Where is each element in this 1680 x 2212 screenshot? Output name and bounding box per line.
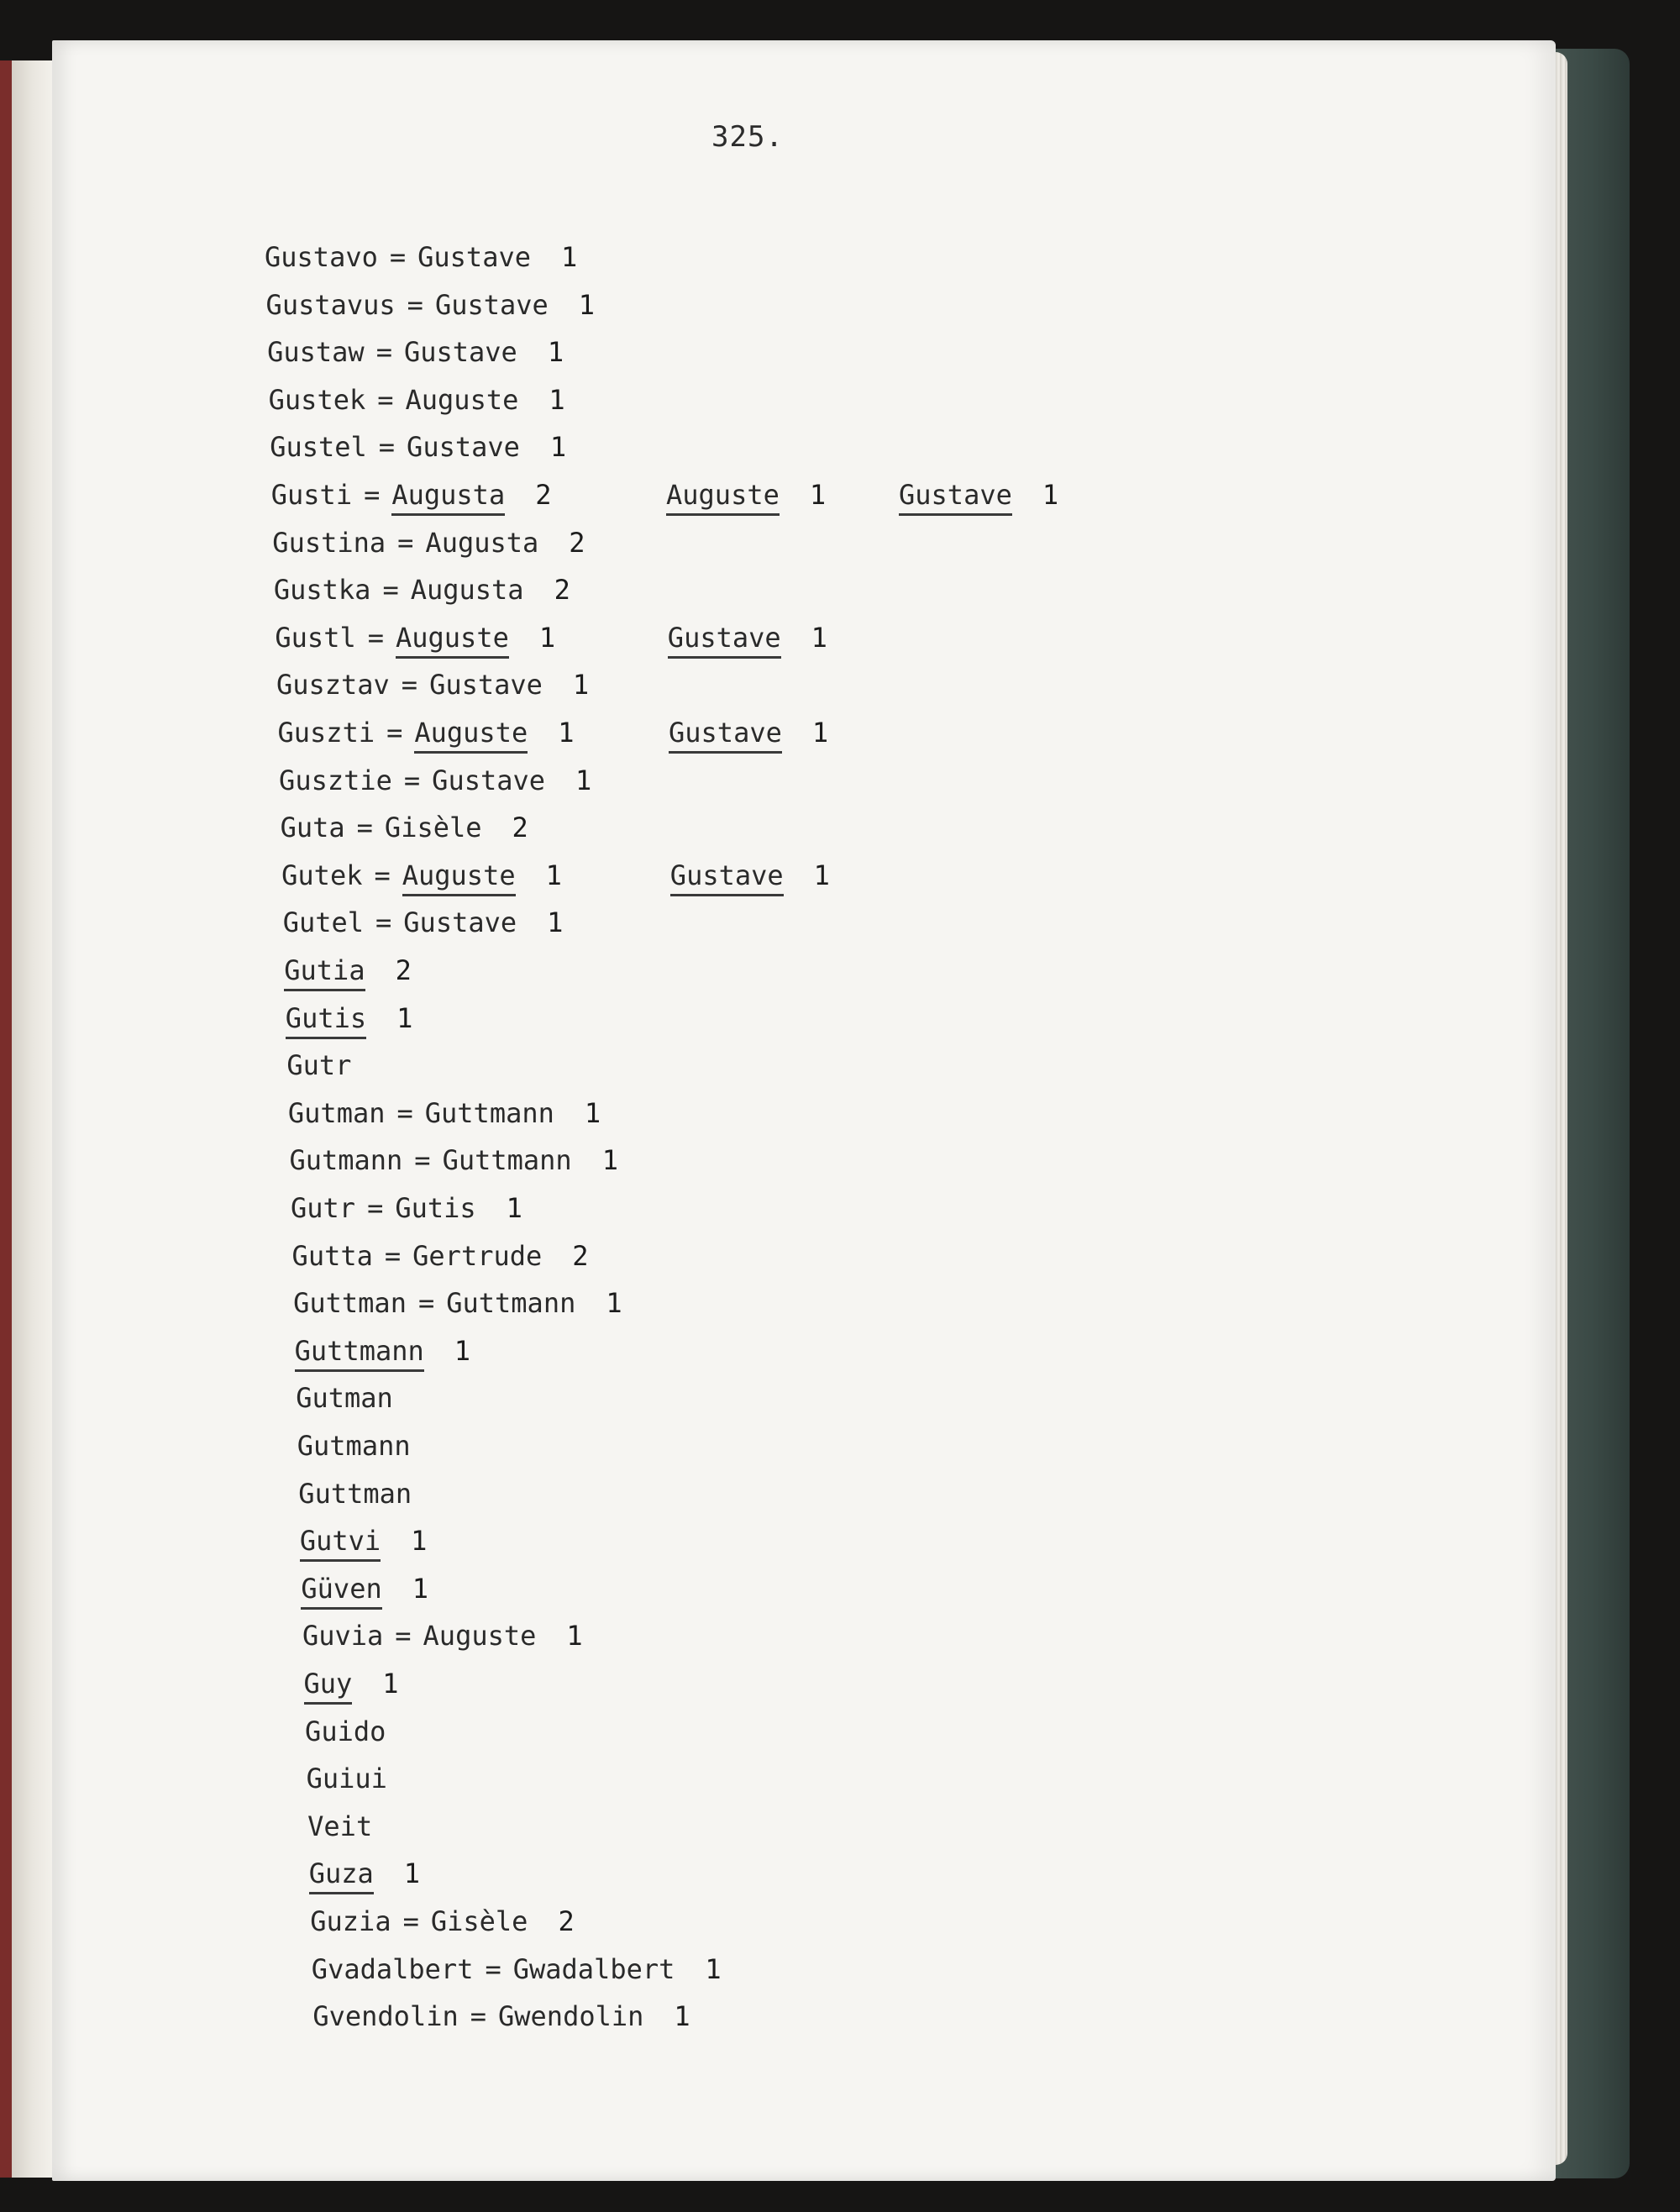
entry-count: 1: [601, 1144, 618, 1177]
entry-name: Gutmann: [297, 1430, 411, 1462]
equals-sign: =: [377, 383, 394, 416]
equals-sign: =: [395, 1620, 412, 1652]
entry-count: 1: [549, 383, 565, 416]
entry-name: Gvadalbert: [311, 1952, 474, 1985]
entry-name: Gustka: [273, 574, 371, 607]
entry-name: Guttman: [298, 1477, 412, 1510]
entry-count: 1: [674, 2000, 690, 2033]
entry-count: 1: [403, 1857, 421, 1890]
index-entry: [284, 947, 412, 994]
entry-target: Gutis: [395, 1192, 476, 1224]
index-entry-alternate: [669, 709, 828, 756]
entry-count: 1: [1042, 479, 1059, 511]
index-entry-alternate: [899, 471, 1058, 518]
entry-count: 1: [572, 669, 590, 701]
entry-name: Gutman: [296, 1382, 393, 1415]
entry-count: 2: [535, 479, 552, 511]
entry-count: 1: [560, 241, 578, 273]
equals-sign: =: [417, 1287, 435, 1320]
entry-target: Gustave: [899, 476, 1012, 516]
index-entry: [298, 1470, 412, 1517]
entry-name: Guszti: [277, 717, 375, 749]
index-entry: [289, 1137, 618, 1184]
entry-name: Gustaw: [267, 336, 365, 369]
index-entry: [275, 614, 555, 661]
entry-target: Auguste: [666, 476, 780, 516]
index-entry: [274, 566, 570, 613]
entry-count: 2: [572, 1239, 589, 1272]
entry-count: 1: [566, 1620, 583, 1652]
index-entry: [302, 1612, 583, 1659]
entry-name: Gustel: [270, 431, 367, 464]
index-entry: [276, 661, 589, 708]
entry-target: Gustave: [434, 288, 549, 321]
entry-target: Gisèle: [430, 1905, 528, 1937]
entry-target: Gustave: [403, 336, 517, 369]
entry-count: 2: [395, 954, 412, 986]
equals-sign: =: [386, 717, 403, 749]
index-entry: [309, 1850, 420, 1897]
equals-sign: =: [402, 1905, 419, 1937]
entry-name: Gvendolin: [312, 2000, 459, 2033]
entry-name: Guzia: [310, 1905, 391, 1937]
equals-sign: =: [389, 241, 407, 273]
equals-sign: =: [367, 621, 384, 654]
entry-target: Gertrude: [412, 1239, 543, 1272]
equals-sign: =: [374, 859, 391, 891]
entry-name: Guiui: [306, 1763, 387, 1795]
entry-target: Gustave: [429, 669, 543, 701]
entry-count: 1: [811, 621, 827, 654]
index-entry-alternate: [668, 614, 827, 661]
index-entry: [301, 1565, 428, 1612]
entry-target: Gustave: [670, 857, 784, 896]
equals-sign: =: [375, 336, 392, 369]
entry-name: Gusztie: [279, 764, 392, 796]
entry-name: Gustek: [268, 383, 366, 416]
entry-count: 1: [396, 1001, 413, 1034]
index-entry: [288, 1090, 601, 1137]
entry-count: 2: [554, 574, 570, 607]
entry-target: Gustave: [407, 431, 520, 464]
entry-target: Gisèle: [384, 812, 482, 844]
entry-target: Guttmann: [442, 1144, 572, 1177]
index-entry: [307, 1755, 387, 1802]
entry-target: Gustave: [668, 619, 781, 659]
index-entry: [293, 1279, 622, 1327]
index-entry: [271, 471, 552, 518]
index-entry: [269, 376, 565, 423]
entry-target: Auguste: [405, 383, 519, 416]
entry-count: 1: [558, 717, 575, 749]
equals-sign: =: [403, 764, 421, 796]
equals-sign: =: [407, 288, 423, 321]
entry-target: Auguste: [402, 857, 516, 896]
entry-target: Auguste: [414, 714, 528, 754]
entry-target: Gustave: [669, 714, 782, 754]
entry-name: Gutia: [284, 952, 365, 991]
index-entry: [279, 757, 591, 804]
equals-sign: =: [401, 669, 418, 701]
index-entry: [312, 1993, 690, 2040]
entry-name: Veit: [307, 1810, 373, 1842]
entry-name: Gutman: [287, 1096, 386, 1129]
entry-count: 2: [558, 1905, 575, 1937]
index-entry: [283, 899, 564, 946]
entry-count: 1: [382, 1668, 399, 1700]
entry-target: Augusta: [391, 476, 505, 516]
entry-name: Gutta: [291, 1239, 373, 1272]
entry-name: Gutvi: [300, 1522, 381, 1562]
equals-sign: =: [382, 574, 399, 607]
equals-sign: =: [396, 1096, 413, 1129]
entry-name: Guta: [280, 812, 345, 844]
index-entry: [281, 804, 528, 851]
entry-name: Guttmann: [295, 1332, 424, 1372]
entry-count: 1: [538, 621, 556, 654]
entry-count: 1: [549, 431, 567, 464]
entry-count: 1: [575, 764, 592, 796]
equals-sign: =: [375, 906, 392, 939]
equals-sign: =: [364, 479, 381, 511]
index-entry: [286, 1042, 351, 1089]
entry-target: Auguste: [423, 1620, 537, 1652]
entry-count: 1: [506, 1192, 522, 1224]
entry-count: 2: [569, 526, 585, 559]
entry-target: Auguste: [396, 619, 509, 659]
entry-count: 1: [813, 859, 830, 891]
entry-name: Gutmann: [289, 1144, 403, 1177]
entry-target: Augusta: [425, 526, 539, 559]
entry-count: 1: [547, 906, 564, 939]
left-cover-edge: [0, 60, 12, 2178]
entry-name: Gutis: [286, 1000, 366, 1039]
entry-name: Guttman: [293, 1287, 407, 1320]
entry-name: Gustl: [275, 621, 356, 654]
entry-name: Gutr: [286, 1049, 352, 1082]
equals-sign: =: [356, 812, 373, 844]
index-entry: [300, 1517, 428, 1564]
index-entry: [296, 1374, 393, 1421]
entry-count: 1: [705, 1952, 722, 1985]
index-entry: [291, 1185, 522, 1232]
index-entry-alternate: [670, 852, 830, 899]
index-entry: [295, 1327, 470, 1374]
entry-target: Guttmann: [446, 1287, 576, 1320]
entry-name: Gusztav: [276, 669, 390, 701]
entry-name: Güven: [301, 1570, 381, 1610]
entry-target: Gustave: [417, 241, 531, 273]
entry-name: Guido: [305, 1715, 386, 1747]
equals-sign: =: [378, 431, 396, 464]
index-entry: [304, 1660, 399, 1707]
equals-sign: =: [367, 1192, 384, 1224]
entry-count: 1: [584, 1096, 601, 1129]
index-entry: [292, 1232, 589, 1279]
equals-sign: =: [485, 1952, 501, 1985]
index-entry: [272, 519, 585, 566]
entry-count: 1: [411, 1525, 428, 1558]
index-entry: [297, 1422, 411, 1469]
index-entry-alternate: [666, 471, 826, 518]
entry-target: Augusta: [410, 574, 524, 607]
index-entry: [270, 423, 566, 470]
entry-count: 1: [547, 336, 564, 369]
entry-name: Guza: [309, 1855, 374, 1894]
entry-count: 1: [454, 1334, 471, 1367]
equals-sign: =: [470, 2000, 486, 2033]
entry-target: Gustave: [432, 764, 546, 796]
entry-target: Gwadalbert: [512, 1952, 675, 1985]
index-entry: [307, 1803, 372, 1850]
entry-name: Gustavus: [265, 288, 396, 321]
entry-count: 1: [811, 717, 829, 749]
entry-target: Gwendolin: [498, 2000, 644, 2033]
entry-name: Gusti: [270, 479, 353, 511]
entry-name: Gustavo: [265, 241, 378, 273]
page-number: 325.: [711, 120, 784, 154]
index-entry: [265, 234, 577, 281]
entry-name: Guy: [304, 1665, 353, 1705]
index-entry: [266, 281, 596, 328]
entry-count: 1: [809, 479, 827, 511]
entry-target: Guttmann: [424, 1096, 554, 1129]
entry-count: 1: [578, 288, 596, 321]
entry-count: 1: [606, 1287, 622, 1320]
index-entry: [305, 1708, 386, 1755]
entry-name: Gustina: [272, 526, 386, 559]
equals-sign: =: [414, 1144, 431, 1177]
entry-target: Gustave: [403, 906, 517, 939]
equals-sign: =: [384, 1239, 402, 1272]
entry-name: Gutek: [281, 859, 363, 891]
index-entry: [310, 1898, 574, 1945]
index-entry: [281, 852, 562, 899]
index-entry: [286, 995, 413, 1042]
entry-count: 2: [512, 812, 528, 844]
entry-name: Gutr: [291, 1192, 356, 1224]
index-entry: [267, 328, 564, 376]
equals-sign: =: [397, 526, 414, 559]
entry-count: 1: [412, 1572, 428, 1605]
index-entry: [278, 709, 575, 756]
entry-name: Guvia: [302, 1620, 384, 1652]
index-entry: [312, 1946, 722, 1993]
entry-name: Gutel: [282, 906, 365, 939]
entry-count: 1: [545, 859, 562, 891]
